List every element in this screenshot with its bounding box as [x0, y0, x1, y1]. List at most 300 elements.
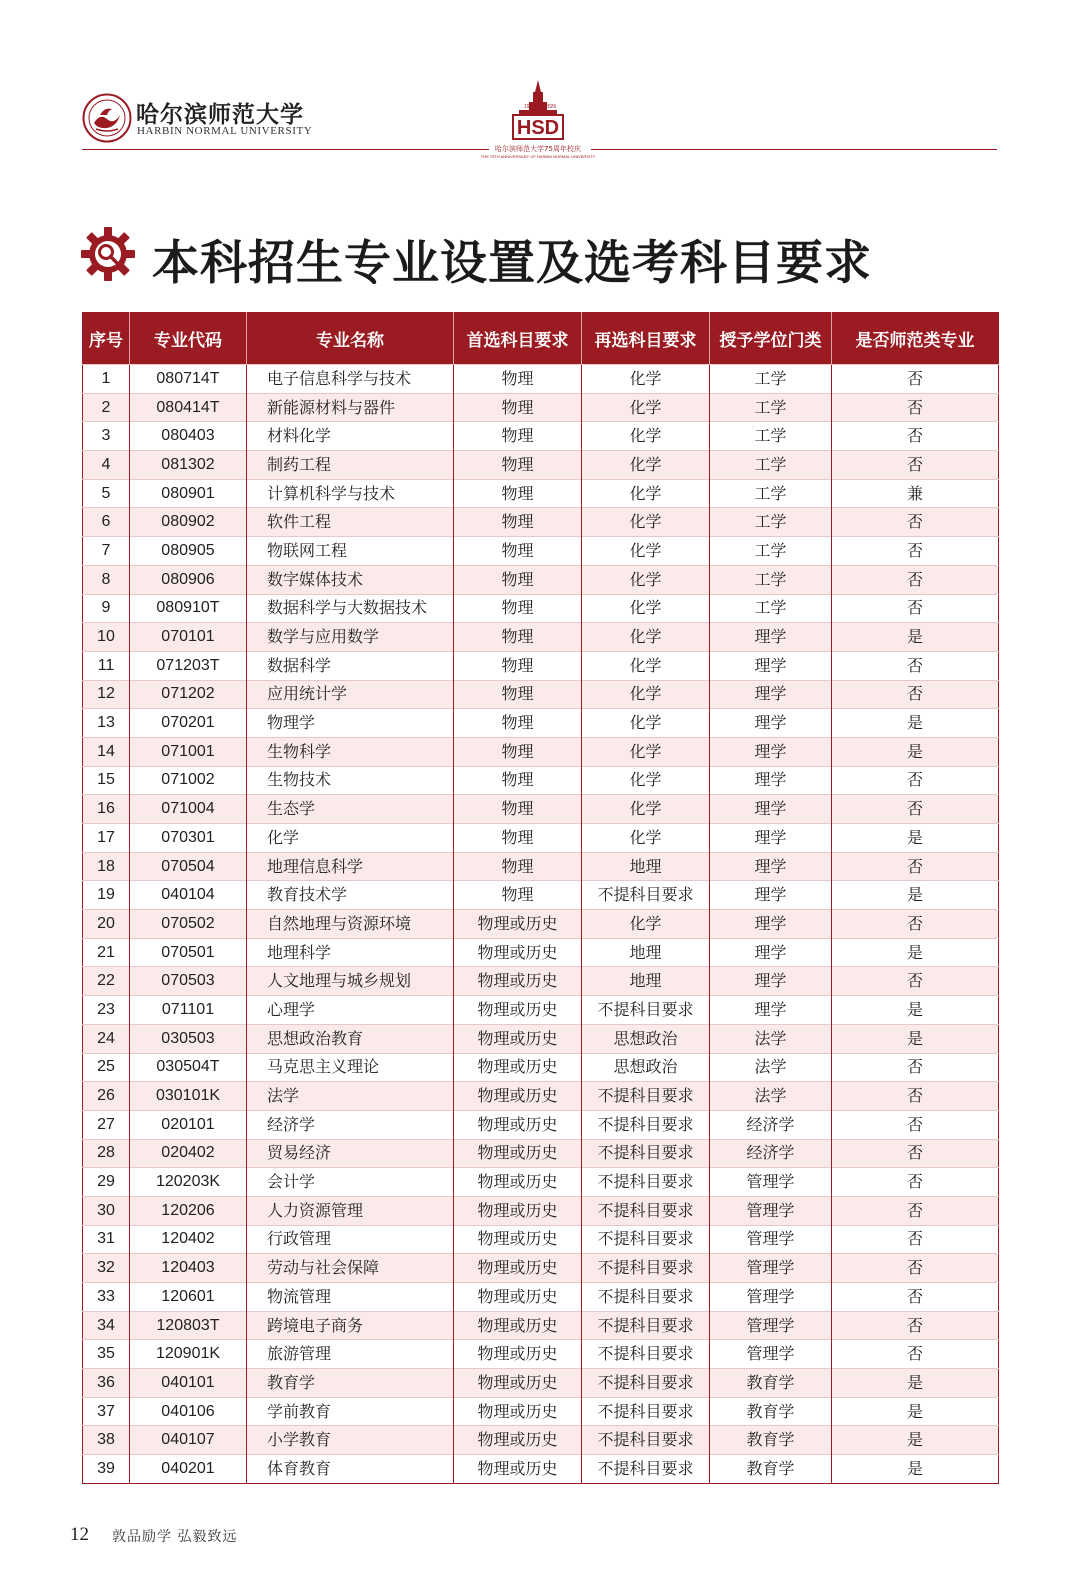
secondary-subject: 地理	[582, 938, 710, 967]
major-name: 自然地理与资源环境	[247, 910, 454, 939]
row-index: 28	[83, 1139, 130, 1168]
primary-subject: 物理	[454, 852, 582, 881]
table-row	[83, 1426, 999, 1455]
primary-subject: 物理	[454, 537, 582, 566]
major-name: 数字媒体技术	[247, 565, 454, 594]
major-name: 物理学	[247, 709, 454, 738]
table-row	[83, 737, 999, 766]
table-row	[83, 1455, 999, 1484]
primary-subject: 物理或历史	[454, 1196, 582, 1225]
degree-category: 理学	[710, 651, 832, 680]
major-code: 071203T	[130, 651, 247, 680]
secondary-subject: 化学	[582, 594, 710, 623]
major-name: 思想政治教育	[247, 1024, 454, 1053]
table-row	[83, 623, 999, 652]
secondary-subject: 不提科目要求	[582, 1283, 710, 1312]
column-header-secondary-subject: 再选科目要求	[582, 313, 710, 365]
major-code: 071004	[130, 795, 247, 824]
table-row	[83, 996, 999, 1025]
normal-major-flag: 否	[832, 1196, 999, 1225]
anniversary-year-start: 1951	[524, 104, 536, 110]
primary-subject: 物理	[454, 623, 582, 652]
primary-subject: 物理	[454, 451, 582, 480]
major-name: 法学	[247, 1082, 454, 1111]
degree-category: 工学	[710, 451, 832, 480]
secondary-subject: 化学	[582, 479, 710, 508]
normal-major-flag: 否	[832, 1053, 999, 1082]
normal-major-flag: 是	[832, 824, 999, 853]
major-code: 120206	[130, 1196, 247, 1225]
anniversary-mark: HSD	[516, 117, 560, 139]
major-name: 软件工程	[247, 508, 454, 537]
major-code: 120901K	[130, 1340, 247, 1369]
header-divider-right	[591, 149, 997, 150]
major-code: 080414T	[130, 393, 247, 422]
primary-subject: 物理或历史	[454, 1082, 582, 1111]
row-index: 35	[83, 1340, 130, 1369]
column-header-normal: 是否师范类专业	[832, 313, 999, 365]
degree-category: 理学	[710, 680, 832, 709]
secondary-subject: 不提科目要求	[582, 1426, 710, 1455]
degree-category: 教育学	[710, 1426, 832, 1455]
normal-major-flag: 否	[832, 967, 999, 996]
secondary-subject: 化学	[582, 508, 710, 537]
row-index: 27	[83, 1110, 130, 1139]
major-name: 制药工程	[247, 451, 454, 480]
major-code: 080403	[130, 422, 247, 451]
row-index: 2	[83, 393, 130, 422]
degree-category: 管理学	[710, 1340, 832, 1369]
degree-category: 工学	[710, 565, 832, 594]
primary-subject: 物理或历史	[454, 996, 582, 1025]
primary-subject: 物理或历史	[454, 1225, 582, 1254]
table-row	[83, 852, 999, 881]
table-header-row	[83, 313, 999, 365]
primary-subject: 物理	[454, 594, 582, 623]
major-name: 材料化学	[247, 422, 454, 451]
degree-category: 教育学	[710, 1397, 832, 1426]
column-header-name: 专业名称	[247, 313, 454, 365]
normal-major-flag: 是	[832, 623, 999, 652]
row-index: 31	[83, 1225, 130, 1254]
degree-category: 管理学	[710, 1254, 832, 1283]
normal-major-flag: 否	[832, 910, 999, 939]
major-code: 071002	[130, 766, 247, 795]
table-row	[83, 651, 999, 680]
secondary-subject: 不提科目要求	[582, 1082, 710, 1111]
major-name: 数据科学	[247, 651, 454, 680]
table-row	[83, 451, 999, 480]
primary-subject: 物理或历史	[454, 1283, 582, 1312]
row-index: 36	[83, 1369, 130, 1398]
secondary-subject: 化学	[582, 709, 710, 738]
row-index: 17	[83, 824, 130, 853]
secondary-subject: 不提科目要求	[582, 996, 710, 1025]
table-row	[83, 1082, 999, 1111]
row-index: 16	[83, 795, 130, 824]
degree-category: 经济学	[710, 1139, 832, 1168]
normal-major-flag: 是	[832, 996, 999, 1025]
secondary-subject: 不提科目要求	[582, 1311, 710, 1340]
primary-subject: 物理	[454, 422, 582, 451]
secondary-subject: 思想政治	[582, 1053, 710, 1082]
major-code: 070101	[130, 623, 247, 652]
major-code: 070504	[130, 852, 247, 881]
degree-category: 理学	[710, 766, 832, 795]
row-index: 18	[83, 852, 130, 881]
major-code: 070502	[130, 910, 247, 939]
degree-category: 工学	[710, 537, 832, 566]
major-name: 计算机科学与技术	[247, 479, 454, 508]
table-row	[83, 1369, 999, 1398]
major-code: 040201	[130, 1455, 247, 1484]
degree-category: 工学	[710, 422, 832, 451]
secondary-subject: 化学	[582, 651, 710, 680]
secondary-subject: 不提科目要求	[582, 1369, 710, 1398]
major-code: 020101	[130, 1110, 247, 1139]
secondary-subject: 化学	[582, 737, 710, 766]
degree-category: 法学	[710, 1024, 832, 1053]
secondary-subject: 化学	[582, 680, 710, 709]
major-code: 030504T	[130, 1053, 247, 1082]
column-header-index: 序号	[83, 313, 130, 365]
primary-subject: 物理或历史	[454, 910, 582, 939]
footer-slogan: 敦品励学 弘毅致远	[112, 1529, 238, 1545]
normal-major-flag: 兼	[832, 479, 999, 508]
row-index: 12	[83, 680, 130, 709]
primary-subject: 物理或历史	[454, 1311, 582, 1340]
major-code: 080910T	[130, 594, 247, 623]
degree-category: 法学	[710, 1082, 832, 1111]
table-row	[83, 709, 999, 738]
table-row	[83, 824, 999, 853]
secondary-subject: 化学	[582, 910, 710, 939]
table-row	[83, 967, 999, 996]
primary-subject: 物理或历史	[454, 1139, 582, 1168]
major-name: 生物技术	[247, 766, 454, 795]
anniversary-year-end: 2026	[545, 104, 557, 110]
major-name: 会计学	[247, 1168, 454, 1197]
primary-subject: 物理	[454, 766, 582, 795]
column-header-degree: 授予学位门类	[710, 313, 832, 365]
major-name: 生物科学	[247, 737, 454, 766]
table-row	[83, 881, 999, 910]
column-header-primary-subject: 首选科目要求	[454, 313, 582, 365]
major-name: 教育学	[247, 1369, 454, 1398]
normal-major-flag: 否	[832, 393, 999, 422]
primary-subject: 物理或历史	[454, 1053, 582, 1082]
degree-category: 理学	[710, 824, 832, 853]
degree-category: 理学	[710, 881, 832, 910]
major-code: 120402	[130, 1225, 247, 1254]
row-index: 7	[83, 537, 130, 566]
page-header	[0, 0, 1080, 170]
normal-major-flag: 否	[832, 795, 999, 824]
header-divider-left	[82, 149, 489, 150]
primary-subject: 物理	[454, 393, 582, 422]
major-code: 040104	[130, 881, 247, 910]
major-code: 120601	[130, 1283, 247, 1312]
primary-subject: 物理	[454, 881, 582, 910]
degree-category: 教育学	[710, 1455, 832, 1484]
secondary-subject: 化学	[582, 565, 710, 594]
primary-subject: 物理	[454, 565, 582, 594]
row-index: 5	[83, 479, 130, 508]
table-row	[83, 1024, 999, 1053]
primary-subject: 物理或历史	[454, 1426, 582, 1455]
primary-subject: 物理或历史	[454, 1397, 582, 1426]
major-code: 040101	[130, 1369, 247, 1398]
major-name: 心理学	[247, 996, 454, 1025]
row-index: 23	[83, 996, 130, 1025]
primary-subject: 物理或历史	[454, 1024, 582, 1053]
major-name: 体育教育	[247, 1455, 454, 1484]
row-index: 22	[83, 967, 130, 996]
normal-major-flag: 是	[832, 1426, 999, 1455]
primary-subject: 物理或历史	[454, 1455, 582, 1484]
major-code: 040107	[130, 1426, 247, 1455]
degree-category: 理学	[710, 996, 832, 1025]
degree-category: 工学	[710, 508, 832, 537]
row-index: 10	[83, 623, 130, 652]
row-index: 19	[83, 881, 130, 910]
major-name: 小学教育	[247, 1426, 454, 1455]
secondary-subject: 化学	[582, 537, 710, 566]
row-index: 11	[83, 651, 130, 680]
major-code: 080906	[130, 565, 247, 594]
row-index: 14	[83, 737, 130, 766]
table-row	[83, 422, 999, 451]
row-index: 3	[83, 422, 130, 451]
secondary-subject: 不提科目要求	[582, 1455, 710, 1484]
major-name: 劳动与社会保障	[247, 1254, 454, 1283]
secondary-subject: 化学	[582, 623, 710, 652]
table-body	[83, 365, 999, 1484]
row-index: 24	[83, 1024, 130, 1053]
primary-subject: 物理或历史	[454, 1110, 582, 1139]
normal-major-flag: 是	[832, 709, 999, 738]
university-emblem-icon	[82, 93, 132, 143]
normal-major-flag: 否	[832, 594, 999, 623]
row-index: 26	[83, 1082, 130, 1111]
normal-major-flag: 是	[832, 1369, 999, 1398]
table-row	[83, 565, 999, 594]
normal-major-flag: 是	[832, 1455, 999, 1484]
table-row	[83, 1139, 999, 1168]
secondary-subject: 不提科目要求	[582, 1168, 710, 1197]
normal-major-flag: 否	[832, 1283, 999, 1312]
secondary-subject: 化学	[582, 451, 710, 480]
major-name: 地理科学	[247, 938, 454, 967]
row-index: 9	[83, 594, 130, 623]
major-name: 贸易经济	[247, 1139, 454, 1168]
primary-subject: 物理	[454, 651, 582, 680]
row-index: 25	[83, 1053, 130, 1082]
major-code: 071101	[130, 996, 247, 1025]
secondary-subject: 思想政治	[582, 1024, 710, 1053]
major-code: 120403	[130, 1254, 247, 1283]
major-code: 080714T	[130, 365, 247, 394]
major-code: 070503	[130, 967, 247, 996]
major-table	[82, 312, 999, 1484]
normal-major-flag: 是	[832, 938, 999, 967]
row-index: 20	[83, 910, 130, 939]
major-name: 物流管理	[247, 1283, 454, 1312]
secondary-subject: 化学	[582, 824, 710, 853]
secondary-subject: 化学	[582, 393, 710, 422]
normal-major-flag: 否	[832, 1311, 999, 1340]
degree-category: 工学	[710, 594, 832, 623]
table-row	[83, 393, 999, 422]
normal-major-flag: 否	[832, 1168, 999, 1197]
degree-category: 工学	[710, 393, 832, 422]
table-row	[83, 1225, 999, 1254]
major-code: 080901	[130, 479, 247, 508]
secondary-subject: 不提科目要求	[582, 1340, 710, 1369]
primary-subject: 物理或历史	[454, 938, 582, 967]
row-index: 1	[83, 365, 130, 394]
row-index: 21	[83, 938, 130, 967]
table-row	[83, 1283, 999, 1312]
degree-category: 经济学	[710, 1110, 832, 1139]
table-row	[83, 537, 999, 566]
normal-major-flag: 否	[832, 451, 999, 480]
major-name: 应用统计学	[247, 680, 454, 709]
page-title: 本科招生专业设置及选考科目要求	[152, 236, 872, 291]
degree-category: 工学	[710, 365, 832, 394]
table-row	[83, 1311, 999, 1340]
degree-category: 理学	[710, 623, 832, 652]
normal-major-flag: 否	[832, 1254, 999, 1283]
table-row	[83, 680, 999, 709]
secondary-subject: 化学	[582, 422, 710, 451]
row-index: 8	[83, 565, 130, 594]
normal-major-flag: 否	[832, 508, 999, 537]
major-name: 人力资源管理	[247, 1196, 454, 1225]
primary-subject: 物理或历史	[454, 1254, 582, 1283]
secondary-subject: 化学	[582, 365, 710, 394]
major-name: 学前教育	[247, 1397, 454, 1426]
degree-category: 工学	[710, 479, 832, 508]
major-name: 地理信息科学	[247, 852, 454, 881]
degree-category: 理学	[710, 967, 832, 996]
row-index: 30	[83, 1196, 130, 1225]
secondary-subject: 不提科目要求	[582, 1254, 710, 1283]
secondary-subject: 地理	[582, 852, 710, 881]
normal-major-flag: 否	[832, 537, 999, 566]
normal-major-flag: 是	[832, 1397, 999, 1426]
table-row	[83, 938, 999, 967]
row-index: 13	[83, 709, 130, 738]
table-row	[83, 766, 999, 795]
secondary-subject: 化学	[582, 795, 710, 824]
major-code: 080902	[130, 508, 247, 537]
major-name: 经济学	[247, 1110, 454, 1139]
degree-category: 管理学	[710, 1196, 832, 1225]
normal-major-flag: 否	[832, 565, 999, 594]
degree-category: 理学	[710, 852, 832, 881]
major-code: 070201	[130, 709, 247, 738]
primary-subject: 物理	[454, 824, 582, 853]
degree-category: 理学	[710, 910, 832, 939]
normal-major-flag: 否	[832, 852, 999, 881]
primary-subject: 物理或历史	[454, 1369, 582, 1398]
university-name-en: HARBIN NORMAL UNIVERSITY	[137, 125, 313, 137]
degree-category: 教育学	[710, 1369, 832, 1398]
major-name: 数学与应用数学	[247, 623, 454, 652]
normal-major-flag: 是	[832, 737, 999, 766]
table-row	[83, 508, 999, 537]
table-row	[83, 1340, 999, 1369]
secondary-subject: 不提科目要求	[582, 1225, 710, 1254]
primary-subject: 物理	[454, 795, 582, 824]
table-row	[83, 1110, 999, 1139]
major-name: 马克思主义理论	[247, 1053, 454, 1082]
row-index: 6	[83, 508, 130, 537]
degree-category: 理学	[710, 938, 832, 967]
major-name: 跨境电子商务	[247, 1311, 454, 1340]
row-index: 34	[83, 1311, 130, 1340]
row-index: 38	[83, 1426, 130, 1455]
table-row	[83, 1053, 999, 1082]
major-name: 电子信息科学与技术	[247, 365, 454, 394]
major-name: 新能源材料与器件	[247, 393, 454, 422]
major-code: 030101K	[130, 1082, 247, 1111]
normal-major-flag: 否	[832, 1139, 999, 1168]
normal-major-flag: 是	[832, 881, 999, 910]
major-code: 080905	[130, 537, 247, 566]
major-code: 020402	[130, 1139, 247, 1168]
secondary-subject: 不提科目要求	[582, 1397, 710, 1426]
major-code: 071202	[130, 680, 247, 709]
university-name-cn: 哈尔滨师范大学	[136, 101, 304, 128]
normal-major-flag: 否	[832, 766, 999, 795]
anniversary-caption-en: THE 75TH ANNIVERSARY OF HARBIN NORMAL UNIVERSITY	[480, 154, 596, 159]
normal-major-flag: 否	[832, 1082, 999, 1111]
gear-search-icon	[80, 226, 136, 282]
row-index: 32	[83, 1254, 130, 1283]
major-name: 物联网工程	[247, 537, 454, 566]
table-row	[83, 365, 999, 394]
primary-subject: 物理	[454, 737, 582, 766]
major-name: 行政管理	[247, 1225, 454, 1254]
degree-category: 法学	[710, 1053, 832, 1082]
normal-major-flag: 是	[832, 1024, 999, 1053]
primary-subject: 物理	[454, 508, 582, 537]
row-index: 33	[83, 1283, 130, 1312]
degree-category: 管理学	[710, 1283, 832, 1312]
secondary-subject: 不提科目要求	[582, 1196, 710, 1225]
row-index: 29	[83, 1168, 130, 1197]
normal-major-flag: 否	[832, 1340, 999, 1369]
major-code: 081302	[130, 451, 247, 480]
page-number: 12	[70, 1524, 89, 1545]
major-name: 化学	[247, 824, 454, 853]
major-name: 人文地理与城乡规划	[247, 967, 454, 996]
degree-category: 理学	[710, 709, 832, 738]
normal-major-flag: 否	[832, 422, 999, 451]
column-header-code: 专业代码	[130, 313, 247, 365]
secondary-subject: 不提科目要求	[582, 1139, 710, 1168]
table-row	[83, 594, 999, 623]
major-code: 070501	[130, 938, 247, 967]
normal-major-flag: 否	[832, 680, 999, 709]
major-name: 旅游管理	[247, 1340, 454, 1369]
primary-subject: 物理	[454, 365, 582, 394]
degree-category: 理学	[710, 737, 832, 766]
secondary-subject: 地理	[582, 967, 710, 996]
table-row	[83, 1397, 999, 1426]
